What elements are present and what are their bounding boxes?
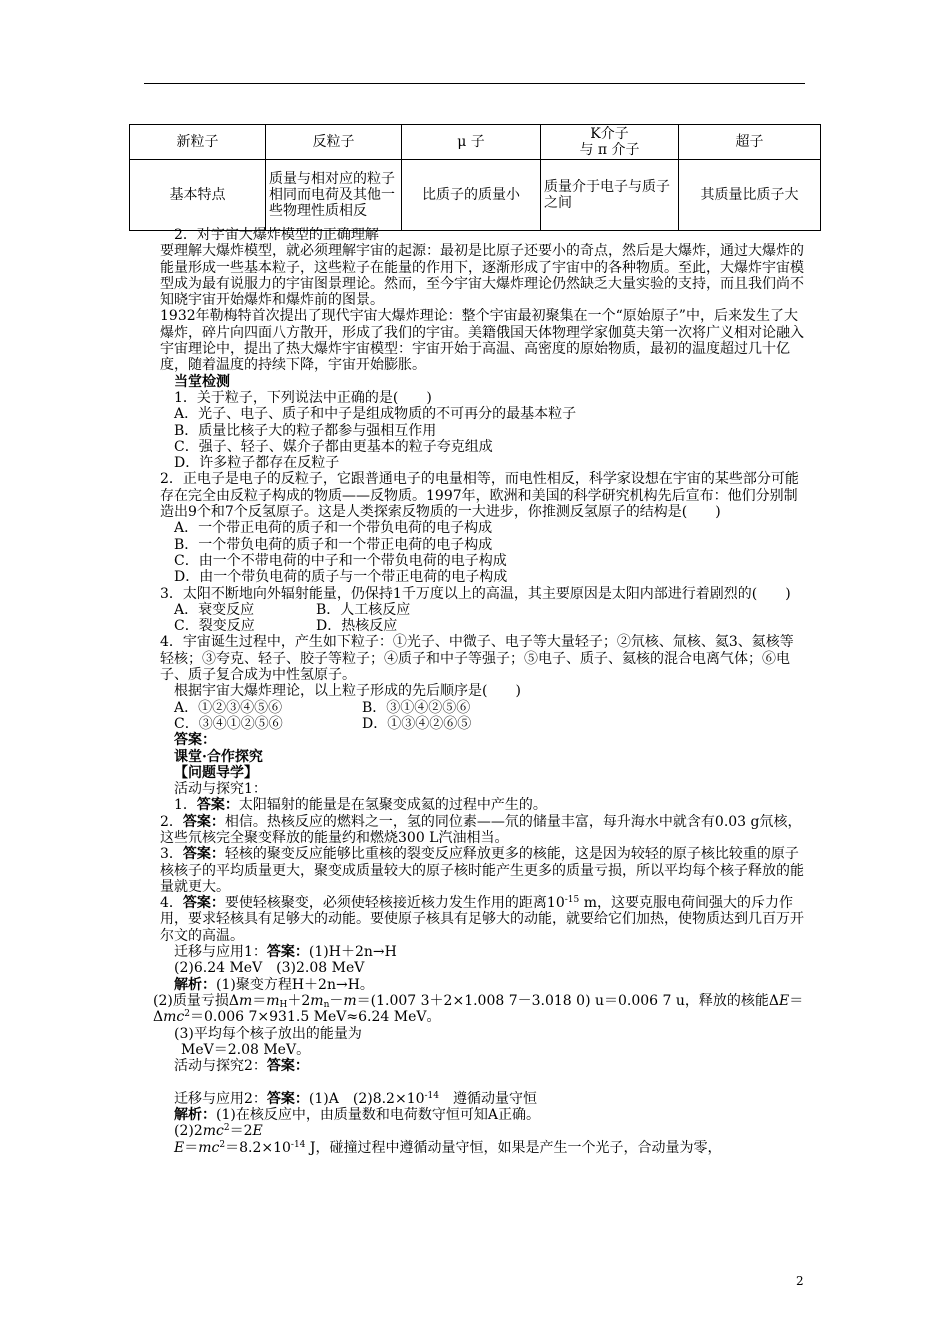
analysis-label: 解析： [174, 1107, 216, 1124]
table-cell: 比质子的质量小 [402, 160, 541, 231]
section-title: 2．对宇宙大爆炸模型的正确理解 [174, 227, 379, 243]
table-cell-line: K介子 [590, 126, 629, 142]
question: 3．太阳不断地向外辐射能量，仍保持1千万度以上的高温，其主要原因是太阳内部进行着剧烈的( ) [160, 585, 791, 602]
table-cell: 反粒子 [266, 125, 402, 160]
option: B．人工核反应 [316, 601, 411, 618]
table-cell: 新粒子 [130, 125, 266, 160]
particle-table [129, 124, 821, 231]
table-cell: 质量与相对应的粒子相同而电荷及其他一些物理性质相反 [266, 160, 402, 231]
answer-item [174, 797, 806, 813]
answer-text: 遵循动量守恒 [439, 1090, 538, 1107]
sub-heading: 【问题导学】 [174, 764, 258, 781]
option-row [174, 602, 806, 618]
option: D．①③④②⑥⑤ [362, 715, 472, 732]
item-number: 4． [160, 895, 183, 912]
option: C．由一个不带电荷的中子和一个带负电荷的电子构成 [174, 552, 507, 569]
header-rule [144, 83, 805, 84]
answer-label: 答案： [266, 944, 309, 961]
option-row [174, 618, 806, 634]
option: B．③①④②⑤⑥ [362, 699, 471, 716]
question: 2．正电子是电子的反粒子，它跟普通电子的电量相等，而电性相反，科学家设想在宇宙的某些部分可能存在完全由反粒子构成的物质——反物质。1997年，欧洲和美国的科学研究机构先后宣布：他们分别制造出9个和7个反氢原子。这是人类探索反物质的一大进步，你推测反氢原子的结构是( ) [160, 471, 799, 521]
table-cell: 质量介于电子与质子之间 [541, 160, 679, 231]
analysis [174, 977, 806, 993]
table-cell: 基本特点 [130, 160, 266, 231]
answer-label: 答案： [182, 813, 225, 830]
table-row [130, 160, 821, 231]
answer-text: m，这要克服电荷间强大的斥力作用，要求轻核具有足够大的动能。要使原子核具有足够大的动能，就要给它们加热，使物质达到几百万开尔文的高温。 [160, 895, 804, 944]
answer-label: 答案： [266, 1058, 309, 1075]
option: C．强子、轻子、媒介子都由更基本的粒子夸克组成 [174, 438, 493, 455]
answer-text: (1)H＋2n→H [308, 944, 397, 961]
analysis-label: 解析： [174, 976, 216, 993]
answer-text: 要使轻核聚变，必须使轻核接近核力发生作用的距离10 [224, 895, 565, 912]
answer-item [146, 846, 806, 895]
section-heading: 当堂检测 [174, 373, 230, 390]
analysis-text: (1)在核反应中，由质量数和电荷数守恒可知A正确。 [216, 1107, 540, 1124]
activity-answer [174, 1058, 806, 1074]
option: A．一个带正电荷的质子和一个带负电荷的电子构成 [174, 520, 493, 537]
option: C．③④①②⑤⑥ [174, 715, 283, 732]
option: B．一个带负电荷的质子和一个带正电荷的电子构成 [174, 536, 493, 553]
table-cell: 超子 [679, 125, 821, 160]
answer-text: 相信。热核反应的燃料之一，氢的同位素——氘的储量丰富，每升海水中就含有0.03 g氘核，这些氘核完全聚变释放的能量约和燃烧300 L汽油相当。 [160, 813, 802, 846]
option: D．许多粒子都存在反粒子 [174, 455, 340, 472]
analysis-text: MeV＝2.08 MeV。 [181, 1041, 311, 1058]
answer-item [146, 814, 806, 847]
option-row [174, 716, 806, 732]
paragraph: 要理解大爆炸模型，就必须理解宇宙的起源：最初是比原子还要小的奇点，然后是大爆炸，通过大爆炸的能量形成一些基本粒子，这些粒子在能量的作用下，逐渐形成了宇宙中的各种物质。至此，大爆炸宇宙模型成为最有说服力的宇宙图景理论。然而，至今宇宙大爆炸理论仍然缺乏大量实验的支持，而且我们尚不知晓宇宙开始爆炸和爆炸前的图景。 [160, 243, 804, 309]
table-header-row [130, 125, 821, 160]
analysis-text: (2)质量亏损$\Delta m=m_H+2m_n-m=(1.007$ 3＋2×1.008 7－3.018 0) u＝0.006 7 u，释放的核能ΔE＝Δmc$^2$＝0.006 7×931.5 MeV≈6.24 MeV。 [153, 992, 804, 1026]
item-number: 2． [160, 813, 183, 830]
item-number: 1． [174, 797, 197, 814]
analysis [174, 1107, 806, 1123]
question: 4．宇宙诞生过程中，产生如下粒子：①光子、中微子、电子等大量轻子；②氘核、氚核、氦3、氦核等轻核；③夸克、轻子、胶子等粒子；④质子和中子等强子；⑤电子、质子、氦核的混合电离气体；⑥电子、质子复合成为中性氢原子。 [160, 634, 794, 684]
table-cell-line: 与 π 介子 [579, 142, 640, 158]
option: A．光子、电子、质子和中子是组成物质的不可再分的最基本粒子 [174, 406, 577, 423]
item-number: 3． [160, 846, 183, 863]
analysis-text: $(2)2mc^2=2E$ [174, 1123, 263, 1140]
answer-label: 答案： [182, 895, 225, 912]
transfer-label: 迁移与应用1： [174, 944, 267, 961]
table-cell: μ 子 [402, 125, 541, 160]
analysis-text: $E=mc^2=8.2\times 10^{-14}$ J，碰撞过程中遵循动量守恒，如果是产生一个光子，合动量为零， [174, 1139, 722, 1156]
option: C．裂变反应 [174, 618, 255, 635]
section-heading: 课堂·合作探究 [174, 748, 263, 765]
question-stem: 根据宇宙大爆炸理论，以上粒子形成的先后顺序是( ) [174, 683, 521, 700]
table-cell [541, 125, 679, 160]
analysis-text: (3)平均每个核子放出的能量为 [174, 1025, 362, 1042]
transfer-label: 迁移与应用2： [174, 1090, 267, 1107]
paragraph: 1932年勒梅特首次提出了现代宇宙大爆炸理论：整个宇宙最初聚集在一个“原始原子”中，后来发生了大爆炸，碎片向四面八方散开，形成了我们的宇宙。美籍俄国天体物理学家伽莫夫第一次将广义相对论融入宇宙理论中，提出了热大爆炸宇宙模型：宇宙开始于高温、高密度的原始物质，最初的温度超过几十亿度，随着温度的持续下降，宇宙开始膨胀。 [160, 308, 804, 374]
activity-label: 活动与探究1： [174, 781, 267, 798]
activity-label: 活动与探究2： [174, 1058, 267, 1075]
answer-text: (2)6.24 MeV (3)2.08 MeV [174, 960, 365, 977]
transfer-answer [174, 1091, 806, 1107]
question: 1．关于粒子，下列说法中正确的是( ) [174, 389, 432, 406]
document-body [153, 227, 806, 1156]
option-row [174, 700, 806, 716]
answer-text: (1)A (2)8.2×10 [308, 1090, 425, 1107]
table-cell: 其质量比质子大 [679, 160, 821, 231]
answer-label: 答案： [196, 797, 239, 814]
superscript: -15 [564, 895, 580, 906]
option: B．质量比核子大的粒子都参与强相互作用 [174, 422, 437, 439]
analysis-text: (1)聚变方程H＋2n→H。 [216, 976, 374, 993]
answer-item [146, 895, 806, 944]
answer-text: 轻核的聚变反应能够比重核的裂变反应释放更多的核能，这是因为较轻的原子核比较重的原子核核子的平均质量更大，聚变成质量较大的原子核时能产生更多的质量亏损，所以平均每个核子释放的能量就更大。 [160, 846, 804, 895]
answer-text: 太阳辐射的能量是在氢聚变成氦的过程中产生的。 [238, 797, 547, 814]
option: A．衰变反应 [174, 601, 255, 618]
option: D．由一个带负电荷的质子与一个带正电荷的电子构成 [174, 569, 508, 586]
superscript: -14 [424, 1090, 440, 1101]
page-number: 2 [796, 1274, 804, 1288]
answer-label: 答案： [174, 732, 216, 749]
answer-label: 答案： [266, 1090, 309, 1107]
answer-label: 答案： [182, 846, 225, 863]
transfer-answer [174, 944, 806, 960]
option: A．①②③④⑤⑥ [174, 699, 283, 716]
option: D．热核反应 [316, 618, 398, 635]
